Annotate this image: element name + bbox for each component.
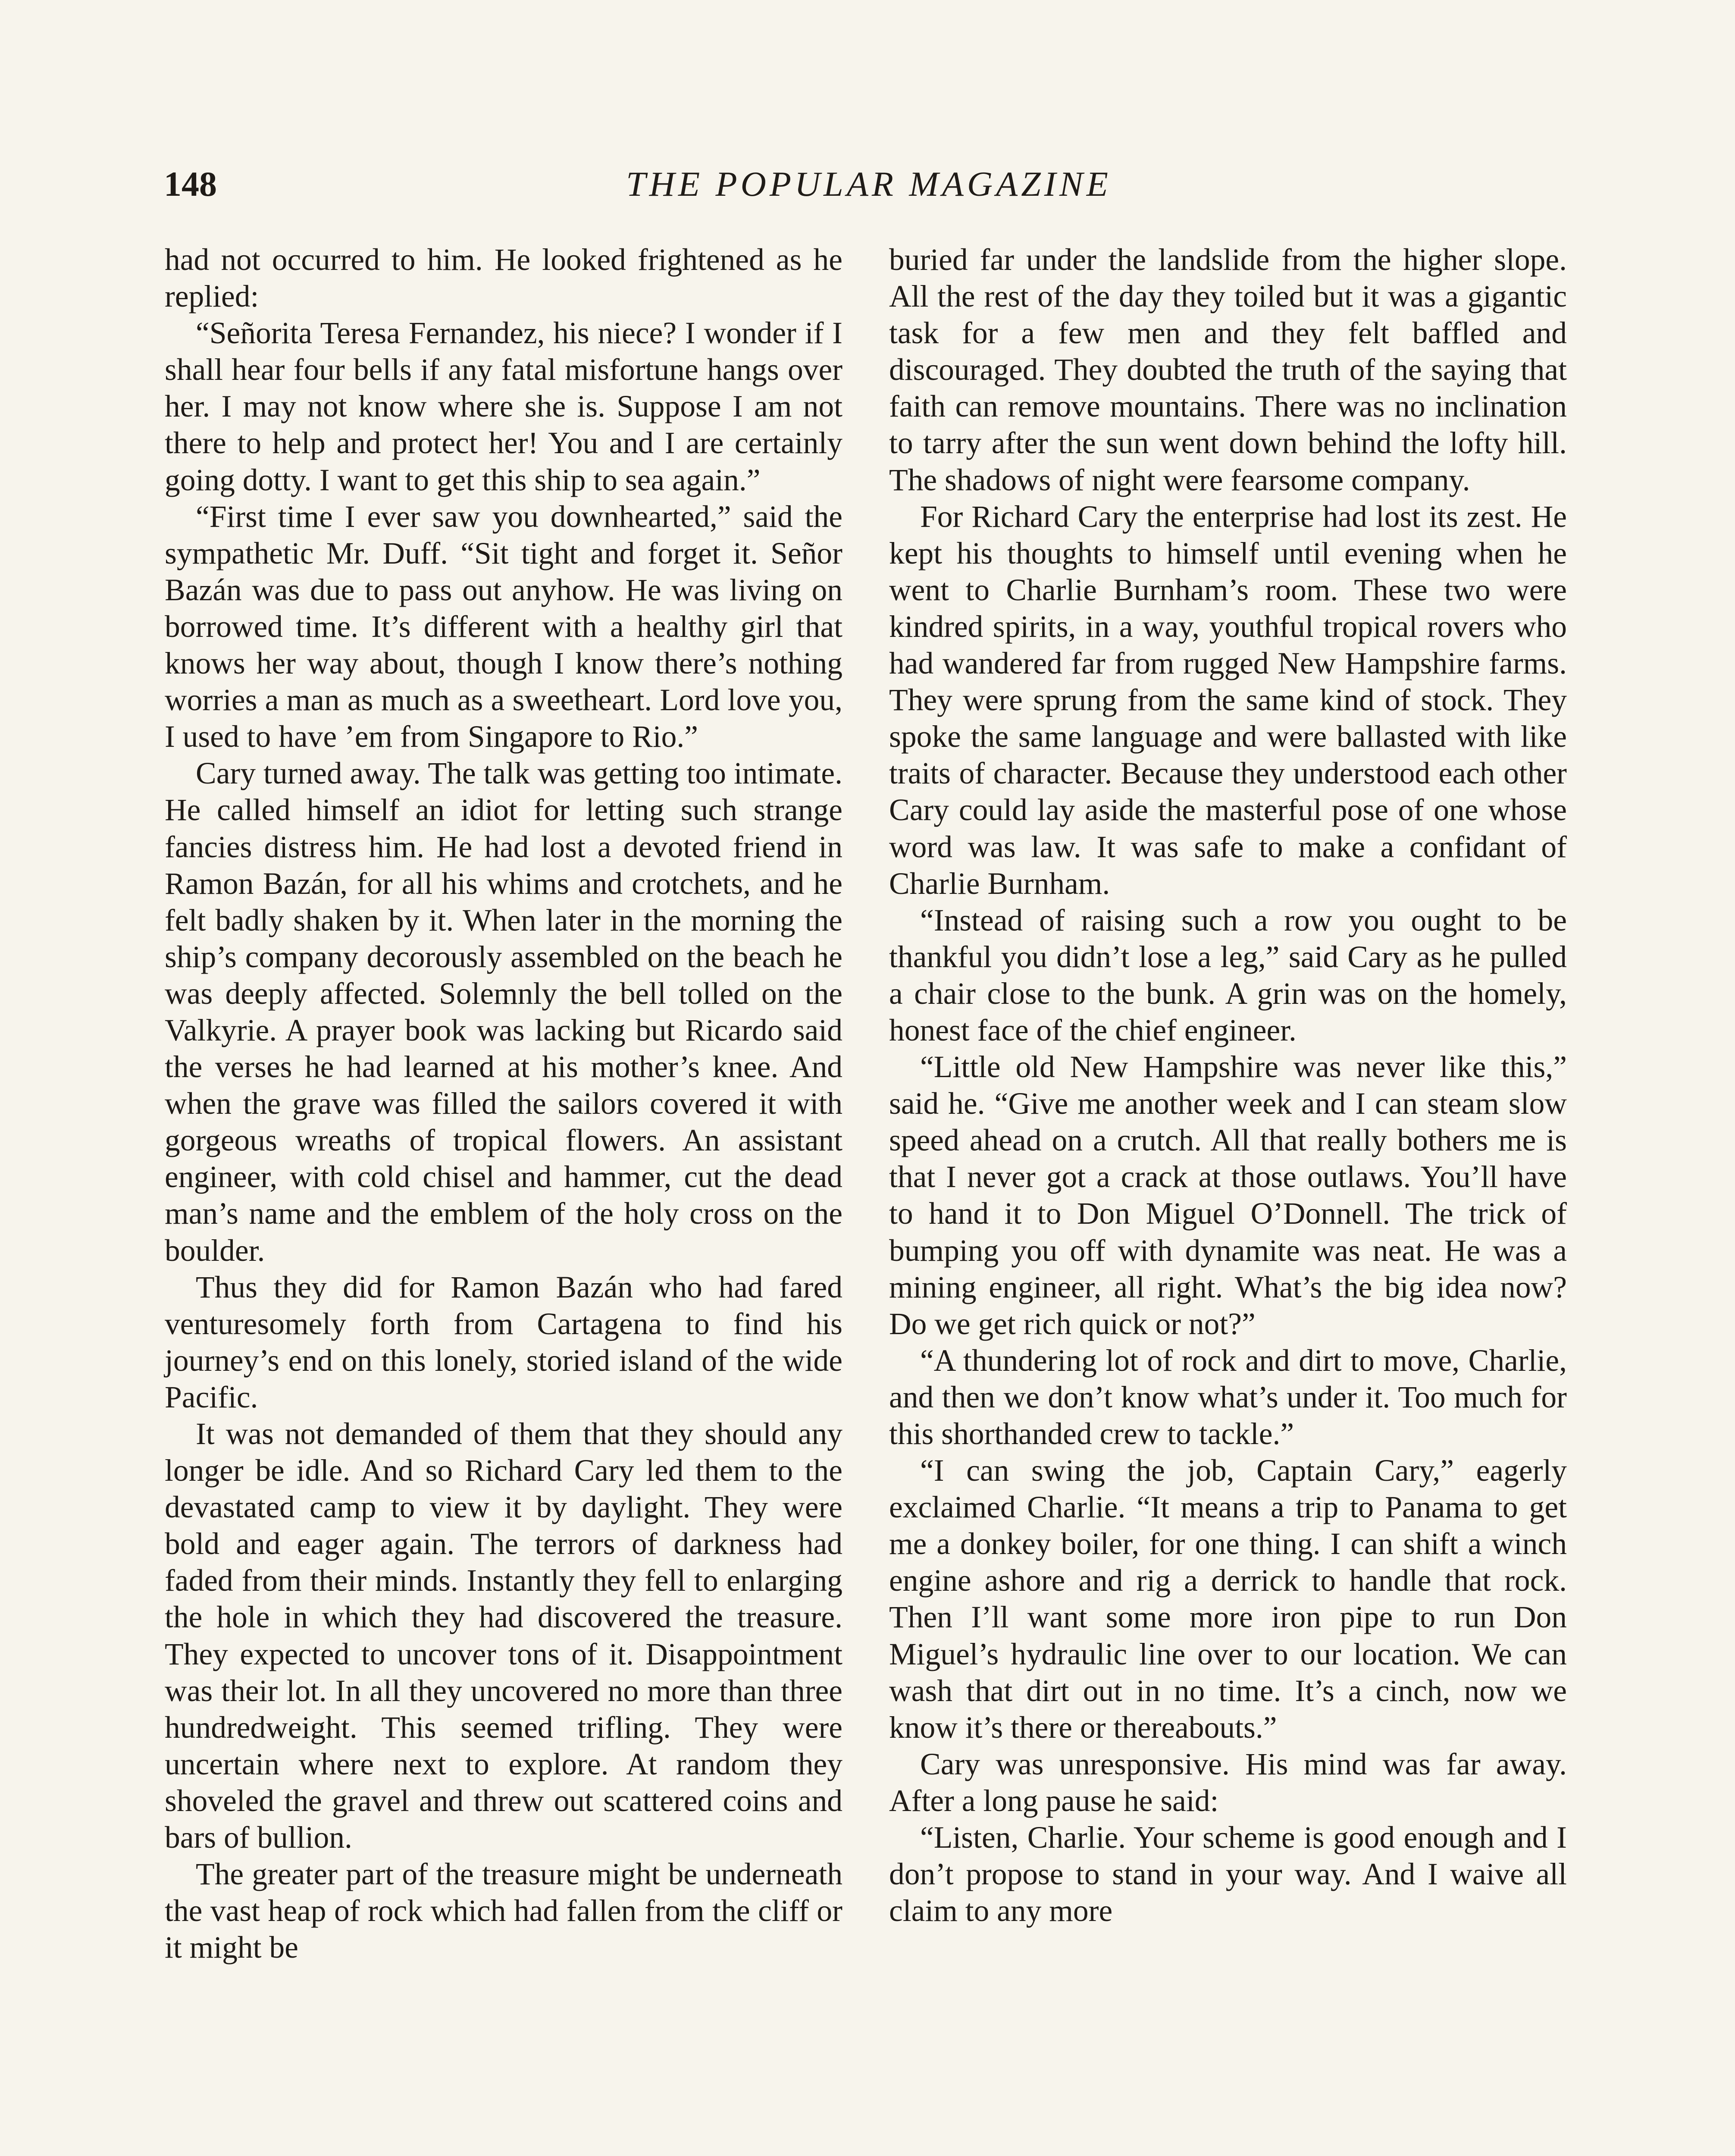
left-column [165,241,842,1966]
paragraph: “Señorita Teresa Fernandez, his niece? I wonder if I shall hear four bells if any fatal misfortune hangs over her. I may not know where she is. Suppose I am not there to help and protect her! You and I are certainly going dotty. I want to get this ship to sea again.” [165,316,842,497]
paragraph: “Little old New Hampshire was never like this,” said he. “Give me another week and I can steam slow speed ahead on a crutch. All that really bothers me is that I never got a crack at those outlaws. You’ll have to hand it to Don Miguel O’Donnell. The trick of bumping you off with dynamite was neat. He was a mining engineer, all right. What’s the big idea now? Do we get rich quick or not?” [889,1050,1567,1341]
paragraph: “Instead of raising such a row you ought to be thankful you didn’t lose a leg,” said Cary as he pulled a chair close to the bunk. A grin was on the homely, honest face of the chief engineer. [889,903,1567,1047]
paragraph: had not occurred to him. He looked frightened as he replied: [165,243,842,314]
page-number: 148 [164,164,217,204]
paragraph: “A thundering lot of rock and dirt to move, Charlie, and then we don’t know what’s under it. Too much for this shorthanded crew to tackle.” [889,1343,1567,1451]
paragraph: It was not demanded of them that they should any longer be idle. And so Richard Cary led them to the devastated camp to view it by daylight. They were bold and eager again. The terrors of darkness had faded from their minds. Instantly they fell to enlarging the hole in which they had discovered the treasure. They expected to uncover tons of it. Disappointment was their lot. In all they uncovered no more than three hundredweight. This seemed trifling. They were uncertain where next to explore. At random they shoveled the gravel and threw out scattered coins and bars of bullion. [165,1417,842,1855]
right-column [889,241,1567,1929]
paragraph: “First time I ever saw you downhearted,” said the sympathetic Mr. Duff. “Sit tight and forget it. Señor Bazán was due to pass out anyhow. He was living on borrowed time. It’s different with a healthy girl that knows her way about, though I know there’s nothing worries a man as much as a sweetheart. Lord love you, I used to have ’em from Singapore to Rio.” [165,499,842,754]
paragraph: “Listen, Charlie. Your scheme is good enough and I don’t propose to stand in your way. And I waive all claim to any more [889,1821,1567,1928]
paragraph: “I can swing the job, Captain Cary,” eagerly exclaimed Charlie. “It means a trip to Panama to get me a donkey boiler, for one thing. I can shift a winch engine ashore and rig a derrick to handle that rock. Then I’ll want some more iron pipe to run Don Miguel’s hydraulic line over to our location. We can wash that dirt out in no time. It’s a cinch, now we know it’s there or thereabouts.” [889,1454,1567,1745]
paragraph: For Richard Cary the enterprise had lost its zest. He kept his thoughts to himself until evening when he went to Charlie Burnham’s room. These two were kindred spirits, in a way, youthful tropical rovers who had wandered far from rugged New Hampshire farms. They were sprung from the same kind of stock. They spoke the same language and were ballasted with like traits of character. Because they understood each other Cary could lay aside the masterful pose of one whose word was law. It was safe to make a confidant of Charlie Burnham. [889,499,1567,901]
magazine-title: THE POPULAR MAGAZINE [626,164,1112,204]
paragraph: Cary turned away. The talk was getting too intimate. He called himself an idiot for letting such strange fancies distress him. He had lost a devoted friend in Ramon Bazán, for all his whims and crotchets, and he felt badly shaken by it. When later in the morning the ship’s company decorously assembled on the beach he was deeply affected. Solemnly the bell tolled on the Valkyrie. A prayer book was lacking but Ricardo said the verses he had learned at his mother’s knee. And when the grave was filled the sailors covered it with gorgeous wreaths of tropical flowers. An assistant engineer, with cold chisel and hammer, cut the dead man’s name and the emblem of the holy cross on the boulder. [165,756,842,1268]
paragraph: Thus they did for Ramon Bazán who had fared venturesomely forth from Cartagena to find his journey’s end on this lonely, storied island of the wide Pacific. [165,1270,842,1414]
paragraph: Cary was unresponsive. His mind was far away. After a long pause he said: [889,1747,1567,1818]
paragraph: buried far under the landslide from the higher slope. All the rest of the day they toiled but it was a gigantic task for a few men and they felt baffled and discouraged. They doubted the truth of the saying that faith can remove mountains. There was no inclination to tarry after the sun went down behind the lofty hill. The shadows of night were fearsome company. [889,243,1567,497]
page-header [164,164,1574,216]
paragraph: The greater part of the treasure might be underneath the vast heap of rock which had fallen from the cliff or it might be [165,1857,842,1965]
